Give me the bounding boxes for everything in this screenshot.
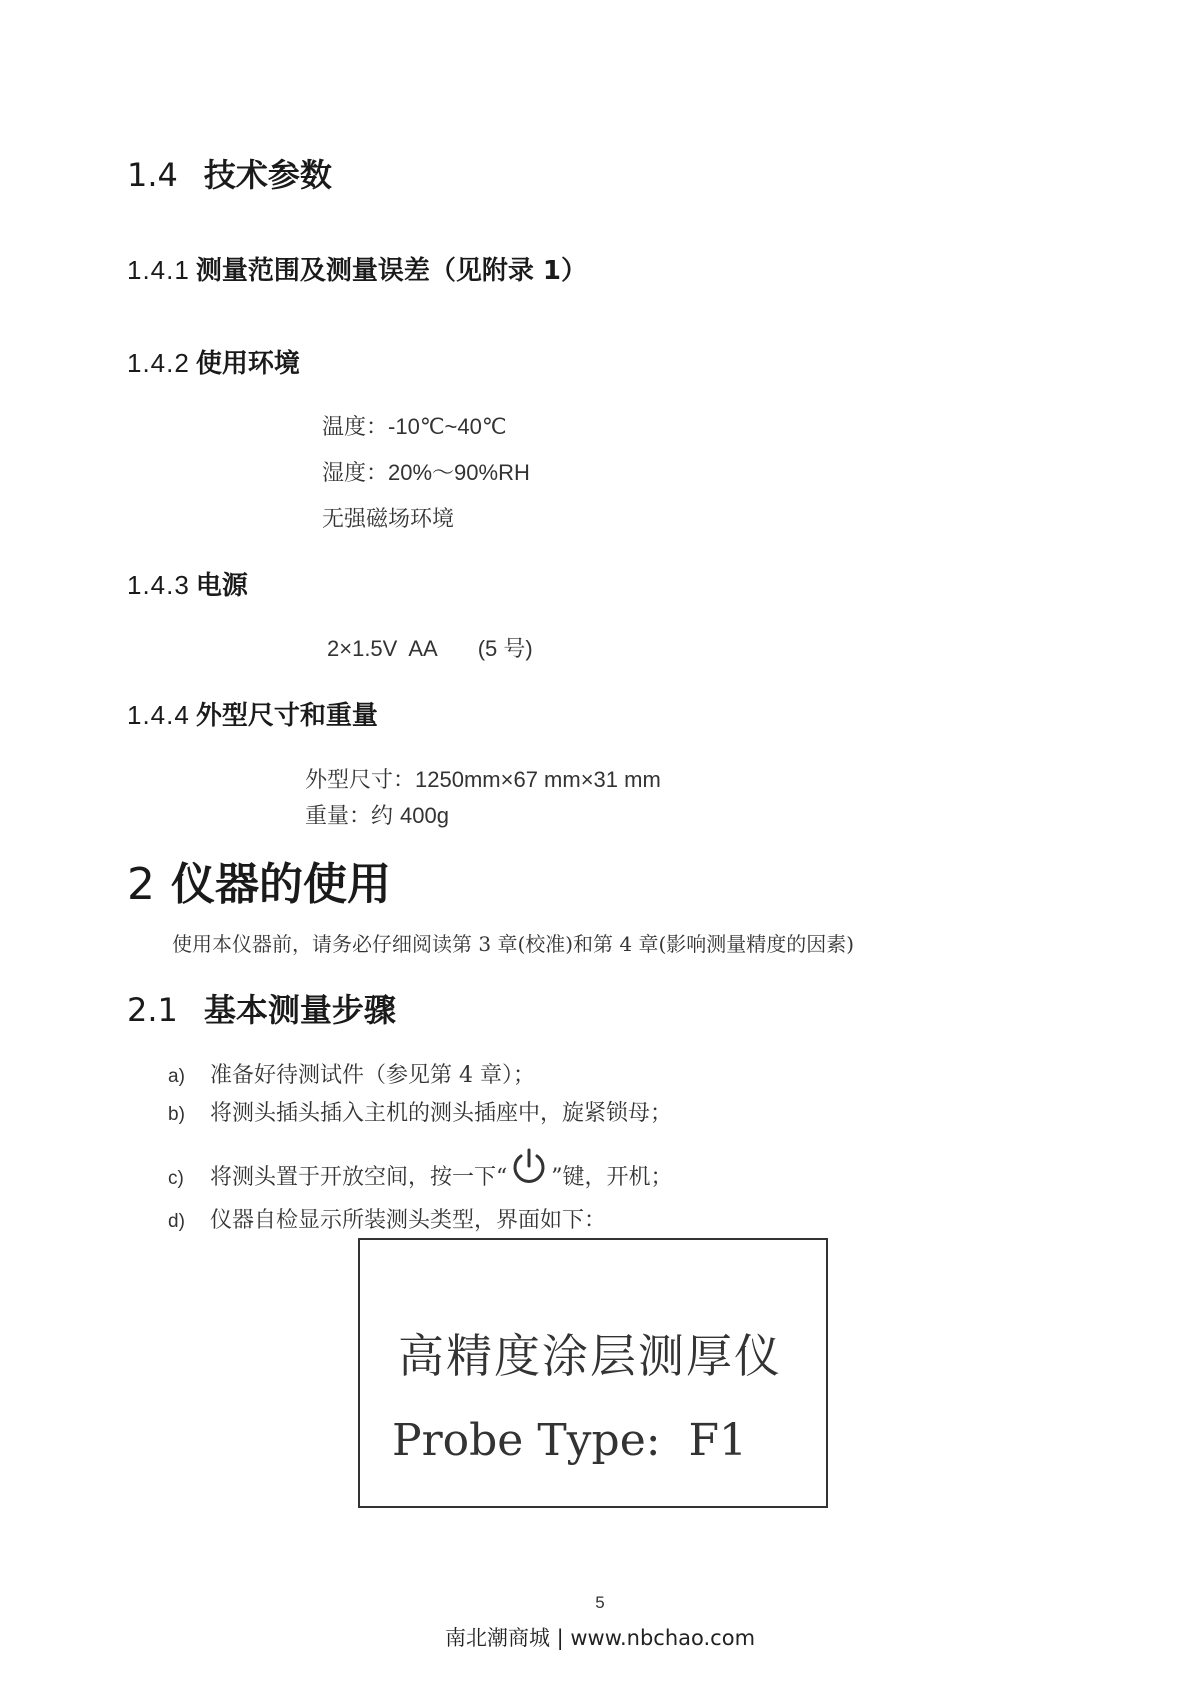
section-heading-2-1 [127,985,396,1031]
subsection-heading-1-4-2 [127,343,300,380]
env-label: 湿度： [322,461,389,486]
step-text-before: 将测头置于开放空间，按一下“ [210,1165,508,1190]
chapter-intro: 使用本仪器前，请务必仔细阅读第 3 章(校准)和第 4 章(影响测量精度的因素) [172,932,855,956]
battery-spec: 2×1.5V AA [327,636,438,661]
lcd-title: 高精度涂层测厚仪 [398,1329,782,1383]
battery-note: (5 号) [477,636,533,661]
section-heading-1-4 [127,150,332,196]
env-label: 无强磁场环境 [322,507,455,532]
step-marker: a) [168,1066,185,1087]
step-text: 将测头插头插入主机的测头插座中，旋紧锁母； [210,1101,673,1126]
lcd-probe-type: Probe Type: F1 [392,1415,748,1466]
chapter-number: 2 [127,859,155,910]
lcd-screen-illustration [358,1238,828,1508]
subsection-number: 1.4.3 [127,570,190,600]
subsection-number: 1.4.1 [127,255,190,285]
step-item [168,1203,606,1234]
step-text-after: ”键，开机； [551,1165,673,1190]
subsection-title: 电源 [195,571,248,601]
subsection-title: 外型尺寸和重量 [195,701,378,731]
env-value: 20%～90%RH [388,460,530,485]
chapter-title: 仪器的使用 [171,859,391,910]
dimensions-value: 1250mm×67 mm×31 mm [415,767,661,792]
step-marker: c) [168,1168,184,1189]
step-marker: d) [168,1211,185,1232]
step-item [168,1058,535,1089]
subsection-title: 使用环境 [195,349,300,379]
subsection-heading-1-4-4 [127,695,378,732]
footer-watermark: 南北潮商城 | www.nbchao.com [444,1626,756,1650]
power-icon [509,1147,549,1193]
env-magnetic [322,502,454,533]
subsection-title: 测量范围及测量误差（见附录 1） [195,256,587,286]
env-temperature [322,410,507,441]
power-spec [327,632,533,663]
subsection-heading-1-4-3 [127,565,248,602]
env-humidity [322,456,530,487]
step-marker: b) [168,1104,185,1125]
section-title: 基本测量步骤 [203,991,396,1029]
weight-label: 重量：约 [305,804,400,829]
env-value: -10℃~40℃ [388,414,507,439]
env-label: 温度： [322,415,389,440]
section-number: 1.4 [127,156,178,194]
step-text: 仪器自检显示所装测头类型，界面如下： [210,1208,607,1233]
dimensions-line [305,763,661,794]
weight-value: 400g [400,803,449,828]
chapter-heading-2 [127,848,391,912]
step-text: 准备好待测试件（参见第 4 章）； [210,1063,535,1088]
subsection-number: 1.4.2 [127,348,190,378]
weight-line [305,799,449,830]
section-title: 技术参数 [203,156,332,194]
page-number: 5 [595,1593,605,1612]
subsection-heading-1-4-1 [127,250,587,287]
dimensions-label: 外型尺寸： [305,768,416,793]
subsection-number: 1.4.4 [127,700,190,730]
step-item [168,1096,672,1127]
step-item [168,1155,673,1201]
section-number: 2.1 [127,991,178,1029]
